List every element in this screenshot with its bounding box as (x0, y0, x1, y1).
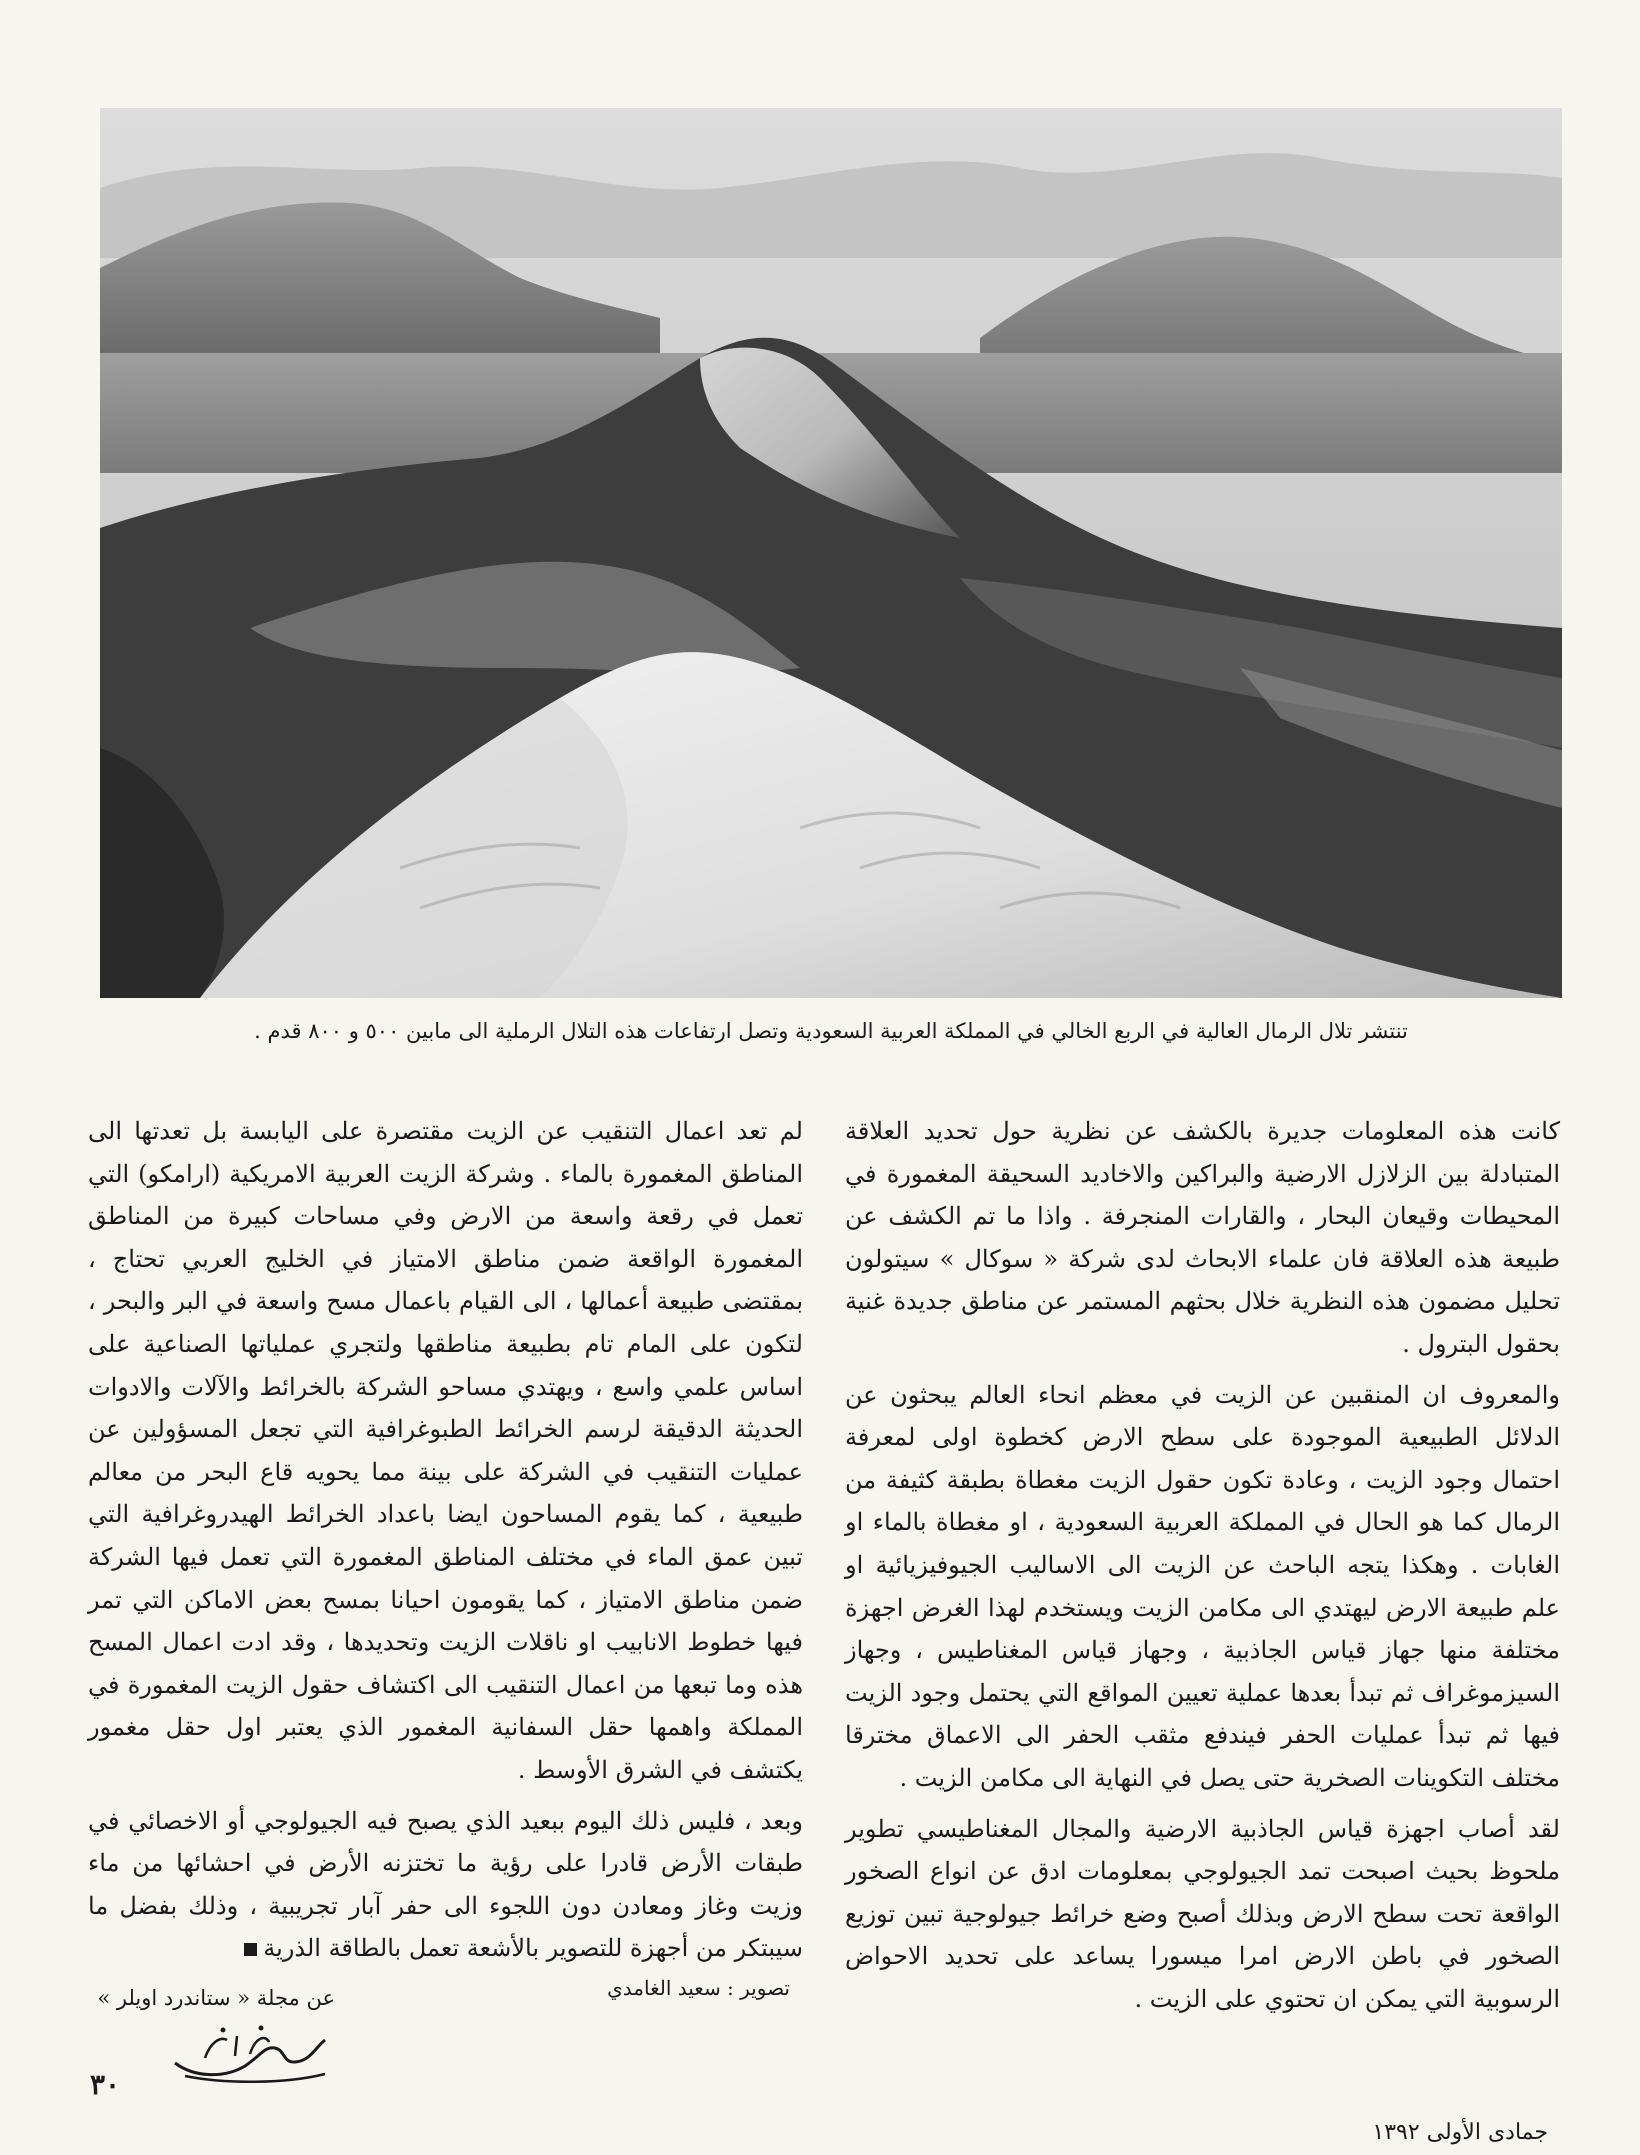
paragraph: لم تعد اعمال التنقيب عن الزيت مقتصرة على اليابسة بل تعدتها الى المناطق المغمورة بالماء . وشركة الزيت العربية الامريكية (ارامكو) التي تعمل في رقعة واسعة من الارض وفي مساحات كبيرة من المناطق المغمورة الواقعة ضمن مناطق الامتياز في الخليج العربي تحتاج ، بمقتضى طبيعة أعمالها ، الى القيام باعمال مسح واسعة في البر والبحر ، لتكون على المام تام بطبيعة مناطقها ولتجري عملياتها الصناعية على اساس علمي واسع ، ويهتدي مساحو الشركة بالخرائط والآلات والادوات الحديثة الدقيقة لرسم الخرائط الطبوغرافية التي تجعل المسؤولين عن عمليات التنقيب في الشركة على بينة مما يحويه قاع البحر من معالم طبيعية ، كما يقوم المساحون ايضا باعداد الخرائط الهيدروغرافية التي تبين عمق الماء في مختلف المناطق المغمورة التي تعمل فيها الشركة ضمن مناطق الامتياز ، كما يقومون احيانا بمسح بعض الاماكن التي تمر فيها خطوط الانابيب او ناقلات الزيت وتحديدها ، وقد ادت اعمال المسح هذه وما تبعها من اعمال التنقيب الى اكتشاف حقول الزيت المغمورة في المملكة واهمها حقل السفانية المغمور الذي يعتبر اول حقل مغمور يكتشف في الشرق الأوسط . (88, 1117, 803, 1784)
source-credit: عن مجلة « ستاندرد اويلر » (97, 1986, 335, 2010)
author-signature-icon (165, 2018, 335, 2088)
paragraph-text: وبعد ، فليس ذلك اليوم ببعيد الذي يصبح فيه الجيولوجي أو الاخصائي في طبقات الأرض قادرا على رؤية ما تختزنه الأرض في احشائها من ماء وزيت وغاز ومعادن دون اللجوء الى حفر آبار تجريبية ، وذلك بفضل ما سيبتكر من أجهزة للتصوير بالأشعة تعمل بالطاقة الذرية (88, 1806, 803, 1963)
paragraph: كانت هذه المعلومات جديرة بالكشف عن نظرية حول تحديد العلاقة المتبادلة بين الزلازل الارضية والبراكين والاخاديد السحيقة المغمورة في المحيطات وقيعان البحار ، والقارات المنجرفة . واذا ما تم الكشف عن طبيعة هذه العلاقة فان علماء الابحاث لدى شركة « سوكال » سيتولون تحليل مضمون هذه النظرية خلال بحثهم المستمر عن مناطق جديدة غنية بحقول البترول . (845, 1117, 1561, 1358)
desert-dunes-photo (100, 108, 1562, 998)
page-number: ٣٠ (90, 2068, 121, 2101)
dunes-illustration (100, 108, 1562, 998)
photographer-credit: تصوير : سعيد الغامدي (607, 1976, 790, 2000)
article-column-right (845, 1110, 1560, 2028)
issue-date-footer: جمادى الأولى ١٣٩٢ (1372, 2120, 1548, 2145)
photo-caption: تنتشر تلال الرمال العالية في الربع الخالي في المملكة العربية السعودية وتصل ارتفاعات هذه التلال الرملية الى مابين ٥٠٠ و ٨٠٠ قدم . (254, 1019, 1408, 1043)
article-column-left (88, 1110, 803, 1978)
end-of-article-icon (244, 1943, 257, 1956)
paragraph: والمعروف ان المنقبين عن الزيت في معظم انحاء العالم يبحثون عن الدلائل الطبيعية الموجودة على سطح الارض كخطوة اولى لمعرفة احتمال وجود الزيت ، وعادة تكون حقول الزيت مغطاة بطبقة كثيفة من الرمال كما هو الحال في المملكة العربية السعودية ، او مغطاة بالماء او الغابات . وهكذا يتجه الباحث عن الزيت الى الاساليب الجيوفيزيائية او علم طبيعة الارض ليهتدي الى مكامن الزيت ويستخدم لهذا الغرض اجهزة مختلفة منها جهاز قياس الجاذبية ، وجهاز قياس المغناطيس ، وجهاز السيزموغراف ثم تبدأ بعدها عملية تعيين المواقع التي يحتمل وجود الزيت فيها ثم تبدأ عمليات الحفر فيندفع مثقب الحفر الى الاعماق مخترقا مختلف التكوينات الصخرية حتى يصل في النهاية الى مكامن الزيت . (845, 1380, 1561, 1792)
paragraph-final (88, 1800, 803, 1970)
paragraph: لقد أصاب اجهزة قياس الجاذبية الارضية والمجال المغناطيسي تطوير ملحوظ بحيث اصبحت تمد الجيولوجي بمعلومات ادق عن انواع الصخور الواقعة تحت سطح الارض وبذلك أصبح وضع خرائط جيولوجية تبين توزيع الصخور في باطن الارض امرا ميسورا يساعد على تحديد الاحواض الرسوبية التي يمكن ان تحتوي على الزيت . (845, 1814, 1560, 2013)
